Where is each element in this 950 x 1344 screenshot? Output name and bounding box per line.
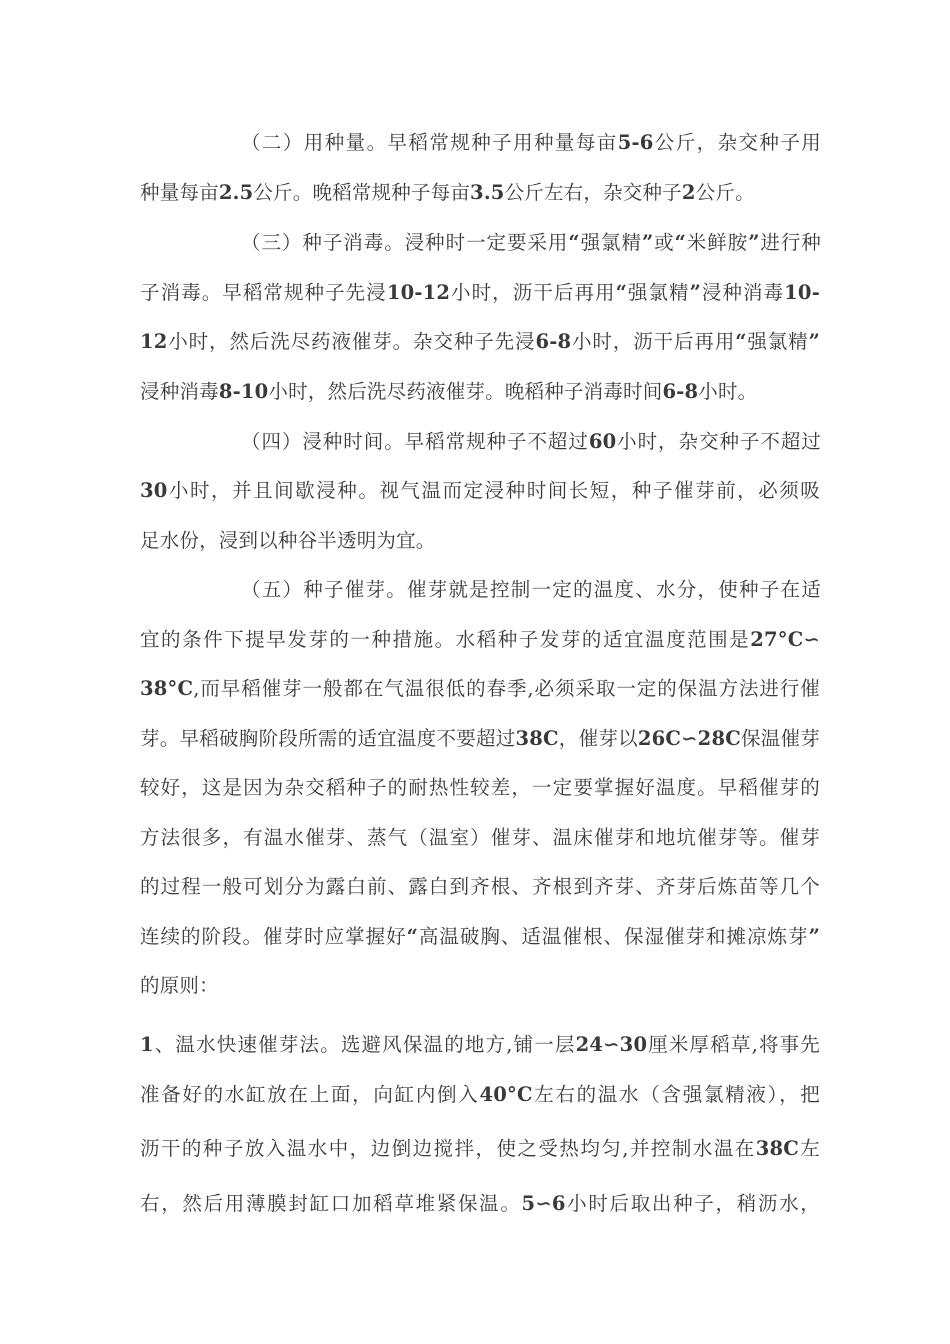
text-line: 浸种消毒8-10小时，然后洗尽药液催芽。晚稻种子消毒时间6-8小时。 [140,380,758,403]
text-line: 的原则： [140,974,219,997]
text-line: 30小时，并且间歇浸种。视气温而定浸种时间长短，种子催芽前，必须吸 [140,479,820,502]
text-line: 足水份，浸到以种谷半透明为宜。 [140,529,436,552]
text-line: （四）浸种时间。早稻常规种子不超过60小时，杂交种子不超过 [241,430,821,453]
text-line: 准备好的水缸放在上面，向缸内倒入40°C左右的温水（含强氯精液），把 [140,1083,820,1106]
text-line: 较好，这是因为杂交稻种子的耐热性较差，一定要掌握好温度。早稻催芽的 [140,776,820,799]
text-line: （二）用种量。早稻常规种子用种量每亩5-6公斤，杂交种子用 [241,131,821,154]
text-line: 芽。早稻破胸阶段所需的适宜温度不要超过38C，催芽以26C∽28C保温催芽 [140,727,820,750]
text-line: 的过程一般可划分为露白前、露白到齐根、齐根到齐芽、齐芽后炼苗等几个 [140,875,820,898]
text-line: （五）种子催芽。催芽就是控制一定的温度、水分，使种子在适 [241,578,821,601]
text-line: 连续的阶段。催芽时应掌握好“高温破胸、适温催根、保湿催芽和摊凉炼芽” [140,925,820,948]
text-line: 12小时，然后洗尽药液催芽。杂交种子先浸6-8小时，沥干后再用“强氯精” [140,330,820,353]
text-line: 38°C,而早稻催芽一般都在气温很低的春季,必须采取一定的保温方法进行催 [140,677,820,700]
text-line: 方法很多，有温水催芽、蒸气（温室）催芽、温床催芽和地坑催芽等。催芽 [140,826,820,849]
text-line: 子消毒。早稻常规种子先浸10-12小时，沥干后再用“强氯精”浸种消毒10- [140,281,820,304]
text-line: 沥干的种子放入温水中，边倒边搅拌，使之受热均匀,并控制水温在38C左 [140,1137,820,1160]
text-line: 宜的条件下提早发芽的一种措施。水稻种子发芽的适宜温度范围是27°C∽ [140,628,820,651]
text-line: （三）种子消毒。浸种时一定要采用“强氯精”或“米鲜胺”进行种 [241,231,821,254]
text-line: 右，然后用薄膜封缸口加稻草堆紧保温。5∽6小时后取出种子，稍沥水， [140,1192,820,1215]
text-line: 1、温水快速催芽法。选避风保温的地方,铺一层24∽30厘米厚稻草,将事先 [140,1033,820,1056]
text-line: 种量每亩2.5公斤。晚稻常规种子每亩3.5公斤左右，杂交种子2公斤。 [140,181,755,204]
